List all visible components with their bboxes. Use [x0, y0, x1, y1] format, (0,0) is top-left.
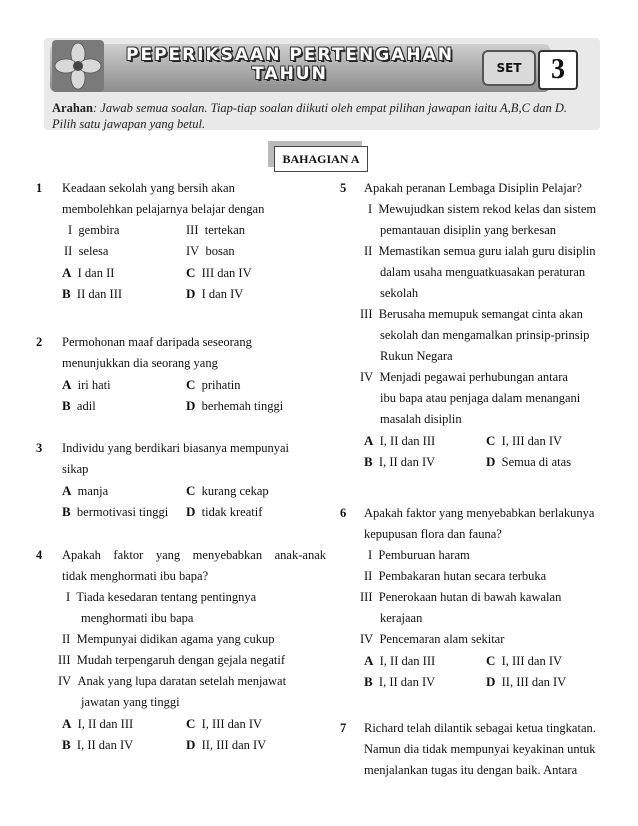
instructions	[52, 100, 582, 132]
option-letter: C	[186, 483, 196, 498]
question-text: sikap	[62, 462, 89, 476]
option-d[interactable]	[186, 395, 283, 417]
item-text: sekolah dan mengamalkan prinsip-prinsip	[380, 328, 590, 342]
section-heading: BAHAGIAN A	[274, 146, 368, 172]
option-text: manja	[77, 484, 109, 498]
option-d[interactable]	[486, 671, 566, 693]
roman-numeral: II	[364, 569, 373, 583]
option-d[interactable]	[186, 734, 266, 756]
title-line-2: TAHUN	[252, 64, 328, 84]
item-text: Pembakaran hutan secara terbuka	[378, 569, 547, 583]
option-d[interactable]	[186, 501, 262, 523]
item-text: Mempunyai didikan agama yang cukup	[76, 632, 275, 646]
option-text: I, II dan IV	[378, 675, 436, 689]
option-c[interactable]	[186, 262, 252, 284]
item-text: bosan	[205, 244, 235, 258]
question-number: 7	[340, 721, 347, 735]
roman-numeral: IV	[360, 632, 374, 646]
item-text: Anak yang lupa daratan setelah menjawat	[77, 674, 287, 688]
item-text: pemantauan disiplin yang berkesan	[380, 223, 556, 237]
item-text: masalah disiplin	[380, 412, 462, 426]
option-text: I, III dan IV	[501, 654, 563, 668]
question-text: kepupusan flora dan fauna?	[364, 527, 502, 541]
option-letter: B	[62, 398, 71, 413]
option-letter: C	[486, 433, 496, 448]
option-letter: C	[486, 653, 496, 668]
option-b[interactable]	[364, 451, 435, 473]
option-b[interactable]	[62, 501, 168, 523]
question-text: Apakah faktor yang menyebabkan berlakunya	[364, 506, 595, 520]
option-text: I, II dan IV	[76, 738, 134, 752]
option-d[interactable]	[486, 451, 571, 473]
option-letter: B	[364, 454, 373, 469]
option-letter: A	[364, 653, 374, 668]
item-text: Pencemaran alam sekitar	[379, 632, 505, 646]
question-text: tidak menghormati ibu bapa?	[62, 569, 209, 583]
option-letter: A	[62, 716, 72, 731]
item-text: Mudah terpengaruh dengan gejala negatif	[76, 653, 285, 667]
option-text: II, III dan IV	[201, 738, 267, 752]
option-c[interactable]	[186, 374, 241, 396]
option-letter: D	[486, 454, 496, 469]
roman-numeral: IV	[58, 674, 72, 688]
roman-numeral: III	[360, 590, 373, 604]
option-c[interactable]	[486, 650, 562, 672]
item-text: Memastikan semua guru ialah guru disiplin	[378, 244, 596, 258]
instructions-label: Arahan	[52, 101, 93, 115]
option-a[interactable]	[364, 650, 435, 672]
option-text: I, II dan IV	[378, 455, 436, 469]
option-a[interactable]	[62, 374, 111, 396]
instructions-text: : Jawab semua soalan. Tiap-tiap soalan diikuti oleh empat pilihan jawapan iaitu A,B,C dan D. Pilih satu jawapan yang betul.	[52, 101, 568, 131]
item-text: Tiada kesedaran tentang pentingnya	[76, 590, 257, 604]
option-letter: B	[62, 286, 71, 301]
question-3	[36, 438, 326, 528]
option-a[interactable]	[364, 430, 435, 452]
question-text: Keadaan sekolah yang bersih akan	[62, 181, 235, 195]
question-text: membolehkan pelajarnya belajar dengan	[62, 202, 265, 216]
question-2	[36, 332, 326, 422]
item-text: Menjadi pegawai perhubungan antara	[379, 370, 568, 384]
option-letter: C	[186, 716, 196, 731]
question-number: 2	[36, 335, 43, 349]
roman-numeral: IV	[186, 244, 200, 258]
roman-numeral: I	[68, 223, 73, 237]
item-text: Mewujudkan sistem rekod kelas dan sistem	[378, 202, 597, 216]
question-4	[36, 545, 326, 765]
question-number: 5	[340, 181, 347, 195]
question-1	[36, 178, 326, 318]
option-letter: D	[486, 674, 496, 689]
option-text: I, III dan IV	[501, 434, 563, 448]
question-number: 1	[36, 181, 43, 195]
option-b[interactable]	[62, 283, 122, 305]
option-b[interactable]	[62, 734, 133, 756]
option-c[interactable]	[486, 430, 562, 452]
option-text: Semua di atas	[501, 455, 572, 469]
set-number: 3	[538, 50, 578, 90]
question-text: Apakah faktor yang menyebabkan anak-anak	[62, 548, 326, 562]
item-text: selesa	[78, 244, 109, 258]
item-text: gembira	[78, 223, 120, 237]
option-letter: D	[186, 398, 196, 413]
option-c[interactable]	[186, 713, 262, 735]
option-text: tidak kreatif	[201, 505, 263, 519]
question-text: menjalankan tugas itu dengan baik. Antara	[364, 763, 578, 777]
option-letter: B	[62, 504, 71, 519]
option-text: II dan III	[76, 287, 123, 301]
title-line-1: PEPERIKSAAN PERTENGAHAN	[126, 45, 454, 65]
roman-numeral: II	[62, 632, 71, 646]
question-text: Namun dia tidak mempunyai keyakinan untuk	[364, 742, 596, 756]
option-text: bermotivasi tinggi	[76, 505, 169, 519]
option-b[interactable]	[62, 395, 96, 417]
roman-numeral: I	[368, 548, 373, 562]
option-letter: B	[364, 674, 373, 689]
option-a[interactable]	[62, 262, 114, 284]
roman-numeral: I	[368, 202, 373, 216]
question-number: 4	[36, 548, 43, 562]
option-letter: C	[186, 377, 196, 392]
item-text: Penerokaan hutan di bawah kawalan	[378, 590, 562, 604]
option-text: I, II dan III	[77, 717, 134, 731]
roman-numeral: IV	[360, 370, 374, 384]
option-letter: A	[62, 483, 72, 498]
question-5	[340, 178, 610, 488]
item-text: Rukun Negara	[380, 349, 453, 363]
option-letter: D	[186, 737, 196, 752]
question-7	[340, 718, 610, 788]
question-text: Richard telah dilantik sebagai ketua tingkatan.	[364, 721, 596, 735]
item-text: dalam usaha menguatkuasakan peraturan	[380, 265, 586, 279]
item-text: Berusaha memupuk semangat cinta akan	[378, 307, 583, 321]
question-text: Individu yang berdikari biasanya mempunyai	[62, 441, 290, 455]
item-text: ibu bapa atau penjaga dalam menangani	[380, 391, 581, 405]
roman-numeral: III	[360, 307, 373, 321]
question-text: Apakah peranan Lembaga Disiplin Pelajar?	[364, 181, 582, 195]
option-letter: A	[62, 377, 72, 392]
option-text: I, II dan III	[379, 654, 436, 668]
option-letter: B	[62, 737, 71, 752]
option-letter: A	[364, 433, 374, 448]
item-text: sekolah	[380, 286, 419, 300]
option-a[interactable]	[62, 713, 133, 735]
set-label: SET	[482, 50, 536, 86]
item-text: tertekan	[204, 223, 246, 237]
question-6	[340, 503, 610, 703]
question-text: Permohonan maaf daripada seseorang	[62, 335, 252, 349]
question-text: menunjukkan dia seorang yang	[62, 356, 218, 370]
option-letter: D	[186, 504, 196, 519]
option-text: I, II dan III	[379, 434, 436, 448]
roman-numeral: II	[364, 244, 373, 258]
option-d[interactable]	[186, 283, 243, 305]
option-letter: D	[186, 286, 196, 301]
option-text: adil	[76, 399, 96, 413]
option-text: I dan II	[77, 266, 115, 280]
option-text: prihatin	[201, 378, 241, 392]
option-text: berhemah tinggi	[201, 399, 284, 413]
flower-logo-icon	[52, 40, 104, 92]
option-text: II, III dan IV	[501, 675, 567, 689]
item-text: jawatan yang tinggi	[81, 695, 180, 709]
question-number: 6	[340, 506, 347, 520]
option-letter: C	[186, 265, 196, 280]
question-number: 3	[36, 441, 43, 455]
item-text: menghormati ibu bapa	[81, 611, 194, 625]
option-letter: A	[62, 265, 72, 280]
exam-title	[110, 46, 470, 84]
option-text: III dan IV	[201, 266, 252, 280]
option-b[interactable]	[364, 671, 435, 693]
option-text: I dan IV	[201, 287, 244, 301]
option-a[interactable]	[62, 480, 108, 502]
option-c[interactable]	[186, 480, 269, 502]
roman-numeral: III	[186, 223, 199, 237]
option-text: kurang cekap	[201, 484, 269, 498]
option-text: I, III dan IV	[201, 717, 263, 731]
roman-numeral: II	[64, 244, 73, 258]
item-text: kerajaan	[380, 611, 423, 625]
item-text: Pemburuan haram	[378, 548, 470, 562]
roman-numeral: I	[66, 590, 71, 604]
option-text: iri hati	[77, 378, 111, 392]
roman-numeral: III	[58, 653, 71, 667]
